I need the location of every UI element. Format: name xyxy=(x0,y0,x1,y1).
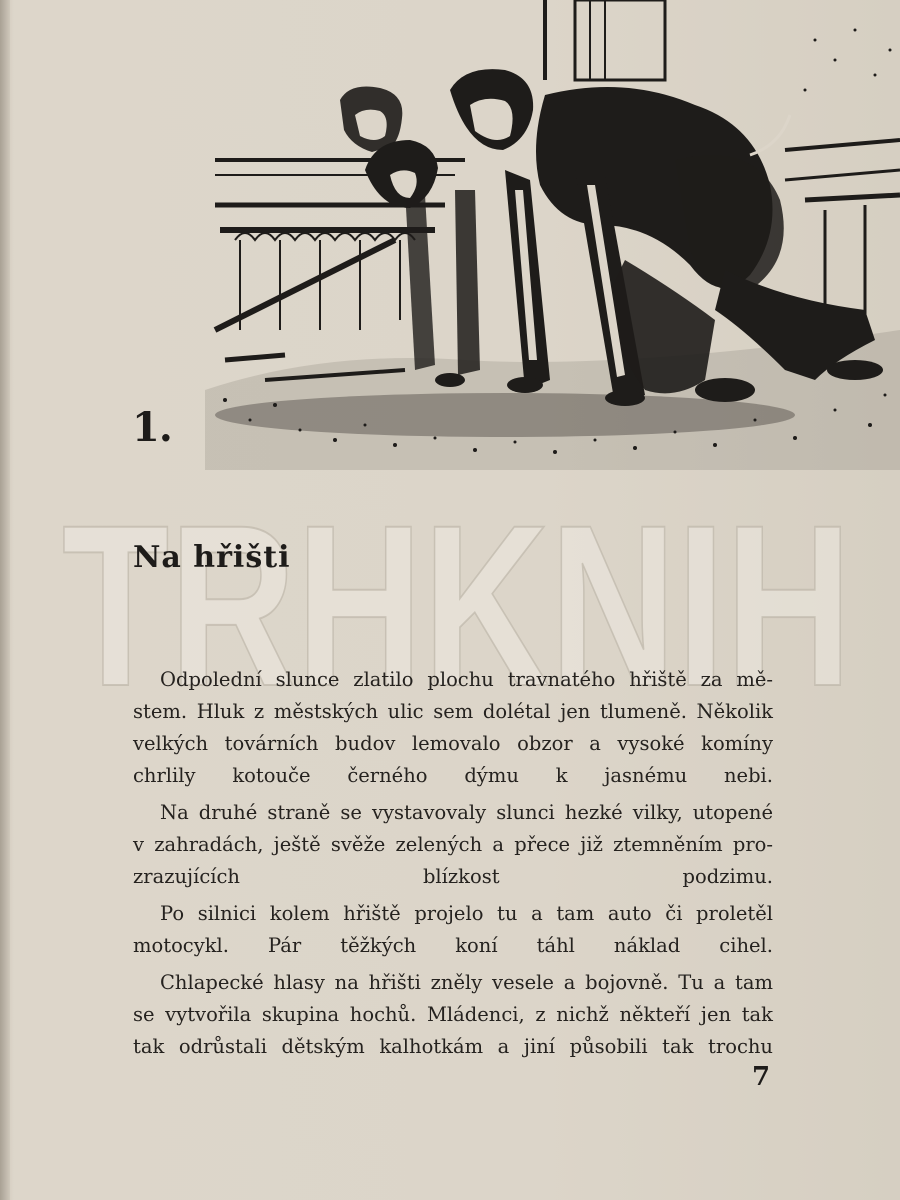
chapter-title: Na hřišti xyxy=(133,540,291,575)
text-line: Odpolední slunce zlatilo plochu travnatého hřiště za mě- xyxy=(160,668,773,691)
body-text xyxy=(133,664,773,1068)
text-line: motocykl. Pár těžkých koní táhl náklad cihel. xyxy=(133,934,773,957)
page-binding-edge xyxy=(0,0,10,1200)
paragraph xyxy=(133,664,773,792)
paragraph xyxy=(133,898,773,962)
text-line: Chlapecké hlasy na hřišti zněly vesele a bojovně. Tu a tam xyxy=(160,971,773,994)
sprinters-illustration xyxy=(205,0,900,470)
text-line: v zahradách, ještě svěže zelených a přece již ztemněním pro- xyxy=(133,833,773,856)
text-line: se vytvořila skupina hochů. Mládenci, z nichž někteří jen tak xyxy=(133,1003,773,1026)
text-line: velkých továrních budov lemovalo obzor a vysoké komíny xyxy=(133,732,773,755)
paragraph xyxy=(133,797,773,893)
page-number: 7 xyxy=(752,1062,771,1092)
watermark-text: TRHKNIH xyxy=(62,477,852,730)
text-line: chrlily kotouče černého dýmu k jasnému nebi. xyxy=(133,764,773,787)
text-line: zrazujících blízkost podzimu. xyxy=(133,865,773,888)
text-line: stem. Hluk z městských ulic sem dolétal jen tlumeně. Několik xyxy=(133,700,773,723)
text-line: tak odrůstali dětským kalhotkám a jiní působili tak trochu xyxy=(133,1035,773,1058)
chapter-number: 1. xyxy=(132,404,172,451)
text-line: Po silnici kolem hřiště projelo tu a tam auto či proletěl xyxy=(160,902,773,925)
text-line: Na druhé straně se vystavovaly slunci hezké vilky, utopené xyxy=(160,801,773,824)
paragraph xyxy=(133,967,773,1063)
